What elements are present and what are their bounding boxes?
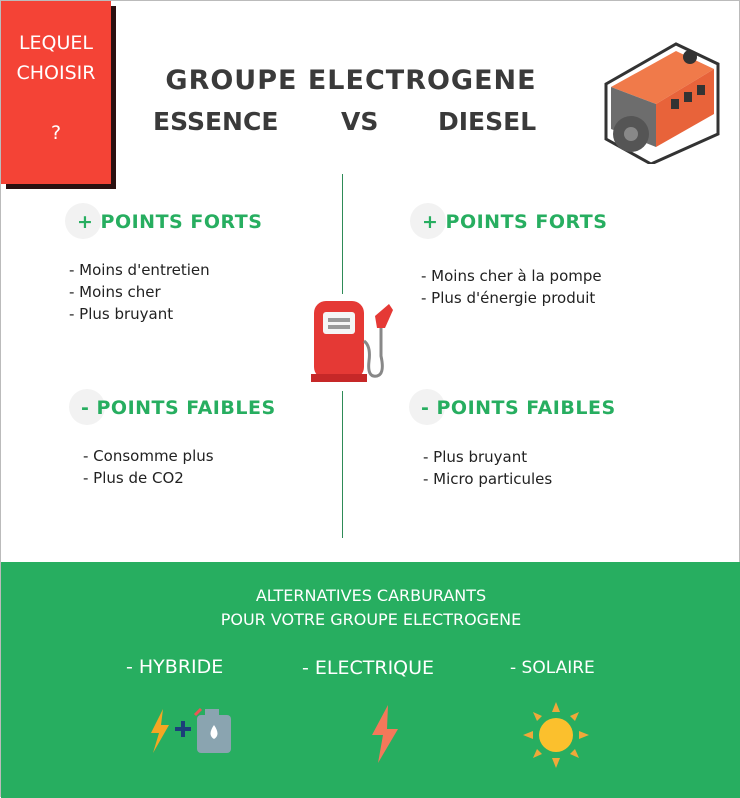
alt-hybride: - HYBRIDE [126, 656, 224, 678]
alternatives-title-line1: ALTERNATIVES CARBURANTS [255, 586, 487, 605]
list-item: - Plus de CO2 [83, 469, 184, 487]
alt-electrique: - ELECTRIQUE [302, 657, 435, 679]
title-essence: ESSENCE [153, 107, 279, 136]
page-title: GROUPE ELECTROGENE [165, 65, 537, 96]
list-item: - Plus bruyant [423, 448, 528, 466]
hybrid-icon [147, 707, 235, 755]
diesel-strong-list [421, 265, 602, 309]
badge-line1: LEQUEL [18, 32, 94, 54]
diesel-strong-heading: + POINTS FORTS [422, 211, 607, 233]
diesel-weak-list [423, 446, 552, 490]
divider-bottom [342, 391, 343, 538]
list-item: - Moins d'entretien [69, 261, 210, 279]
lightning-icon [370, 705, 400, 763]
divider-top [342, 174, 343, 294]
diesel-weak-heading: - POINTS FAIBLES [421, 397, 616, 419]
alt-solaire: - SOLAIRE [510, 658, 595, 678]
fuel-pump-icon [309, 296, 397, 384]
alternatives-title-line2: POUR VOTRE GROUPE ELECTROGENE [220, 610, 522, 629]
list-item: - Consomme plus [83, 447, 214, 465]
essence-strong-heading: + POINTS FORTS [77, 211, 262, 233]
alternatives-section [1, 562, 740, 798]
essence-strong-list [69, 259, 210, 325]
essence-weak-list [83, 445, 214, 489]
badge-line3: ? [50, 122, 62, 144]
alternatives-title [1, 584, 740, 632]
badge-line2: CHOISIR [16, 62, 96, 84]
generator-icon [596, 29, 726, 164]
sun-icon [523, 702, 589, 768]
essence-weak-heading: - POINTS FAIBLES [81, 397, 276, 419]
list-item: - Micro particules [423, 470, 553, 488]
list-item: - Moins cher à la pompe [421, 267, 602, 285]
list-item: - Moins cher [69, 283, 161, 301]
title-vs: VS [341, 107, 379, 136]
list-item: - Plus d'énergie produit [421, 289, 596, 307]
title-diesel: DIESEL [438, 107, 537, 136]
list-item: - Plus bruyant [69, 305, 174, 323]
